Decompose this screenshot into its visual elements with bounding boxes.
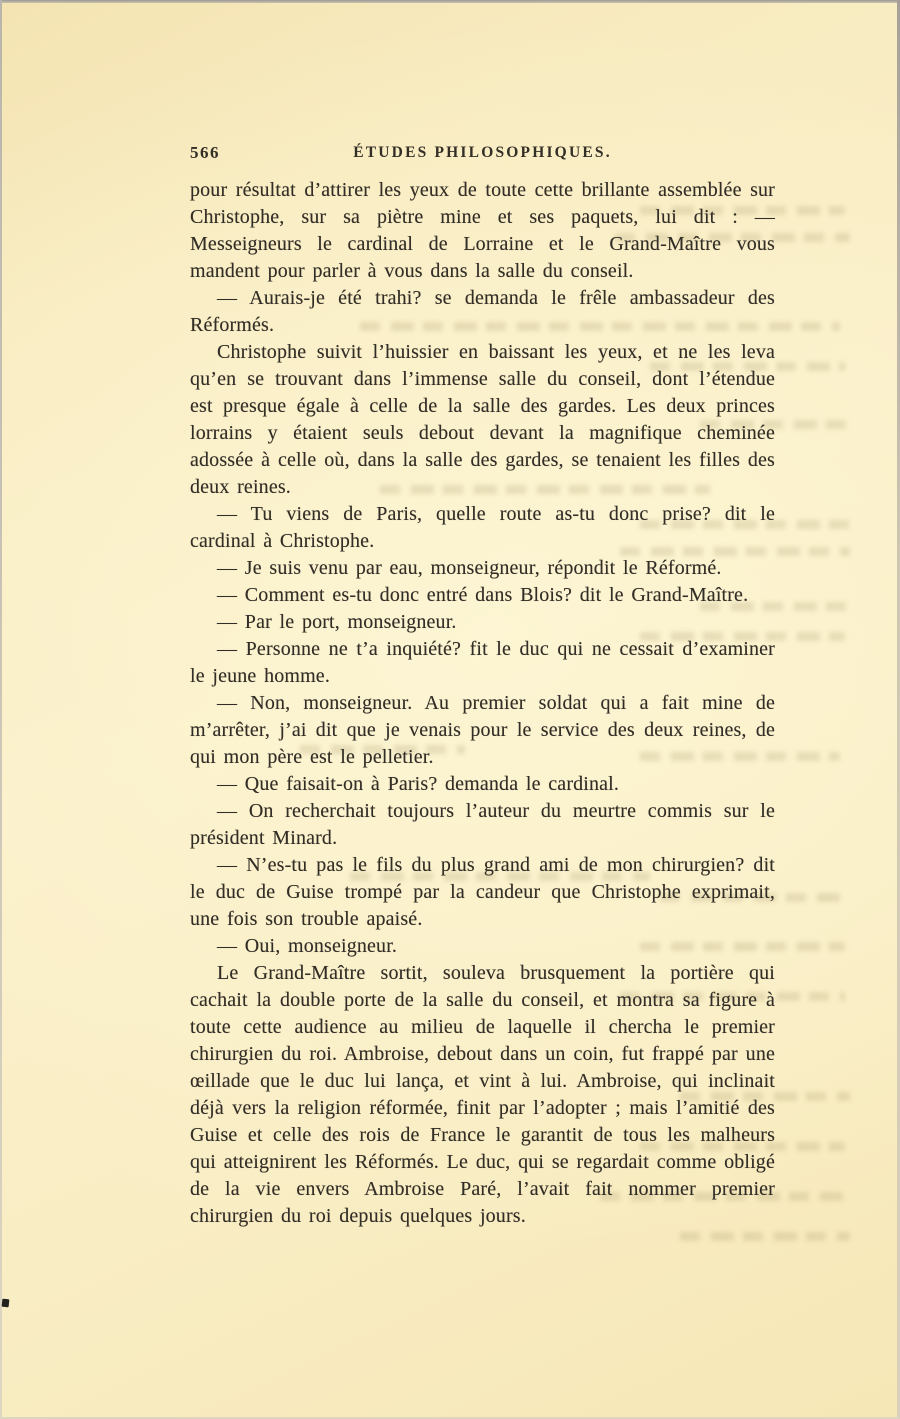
scan-edge-left [0, 0, 2, 1419]
page-header [190, 143, 775, 167]
paragraph: — Comment es-tu donc entré dans Blois? dit le Grand-Maître. [217, 584, 749, 606]
page-number: 566 [190, 143, 220, 162]
paragraph: — On recherchait toujours l’auteur du meurtre commis sur le président Minard. [190, 800, 775, 849]
running-title: ÉTUDES PHILOSOPHIQUES. [353, 144, 612, 161]
paragraph: — N’es-tu pas le fils du plus grand ami de mon chirurgien? dit le duc de Guise trompé par la candeur que Christophe exprimait, une fois son trouble apaisé. [190, 854, 775, 930]
paragraph: — Oui, monseigneur. [217, 935, 398, 957]
paragraph: — Tu viens de Paris, quelle route as-tu donc prise? dit le cardinal à Christophe. [190, 503, 775, 552]
paragraph: Le Grand-Maître sortit, souleva brusquement la portière qui cachait la double porte de la salle du conseil, et montra sa figure à toute cette audience au milieu de laquelle il chercha le premier chirurgien du roi. Ambroise, debout dans un coin, fut frappé par une œillade que le duc lui lança, et vint à lui. Ambroise, qui inclinait déjà vers la religion réformée, finit par l’adopter ; mais l’amitié des Guise et celle des rois de France le garantit de tous les malheurs qui atteignirent les Réformés. Le duc, qui se regardait comme obligé de la vie envers Ambroise Paré, l’avait fait nommer premier chirurgien du roi depuis quelques jours. [190, 962, 775, 1227]
paragraph: — Je suis venu par eau, monseigneur, répondit le Réformé. [217, 557, 722, 579]
paragraph: Christophe suivit l’huissier en baissant les yeux, et ne les leva qu’en se trouvant dans l’immense salle du conseil, dont l’étendue est presque égale à celle de la salle des gardes. Les deux princes lorrains y étaient seuls debout devant la magnifique cheminée adossée à celle où, dans la salle des gardes, se tenaient les filles des deux reines. [190, 341, 775, 498]
paragraph: — Non, monseigneur. Au premier soldat qui a fait mine de m’arrêter, j’ai dit que je venais pour le service des deux reines, de qui mon père est le pelletier. [190, 692, 775, 768]
paragraph: — Par le port, monseigneur. [217, 611, 457, 633]
paragraph: pour résultat d’attirer les yeux de toute cette brillante assemblée sur Christophe, sur sa piètre mine et ses paquets, lui dit : — Messeigneurs le cardinal de Lorraine et le Grand-Maître vous mandent pour parler à vous dans la salle du conseil. [190, 179, 775, 282]
scan-edge-top [0, 0, 900, 3]
text-block [190, 177, 775, 1230]
ink-speck [2, 1299, 10, 1308]
paragraph: — Personne ne t’a inquiété? fit le duc qui ne cessait d’examiner le jeune homme. [190, 638, 775, 687]
paragraph: — Aurais-je été trahi? se demanda le frêle ambassadeur des Réformés. [190, 287, 775, 336]
paragraph: — Que faisait-on à Paris? demanda le cardinal. [217, 773, 620, 795]
